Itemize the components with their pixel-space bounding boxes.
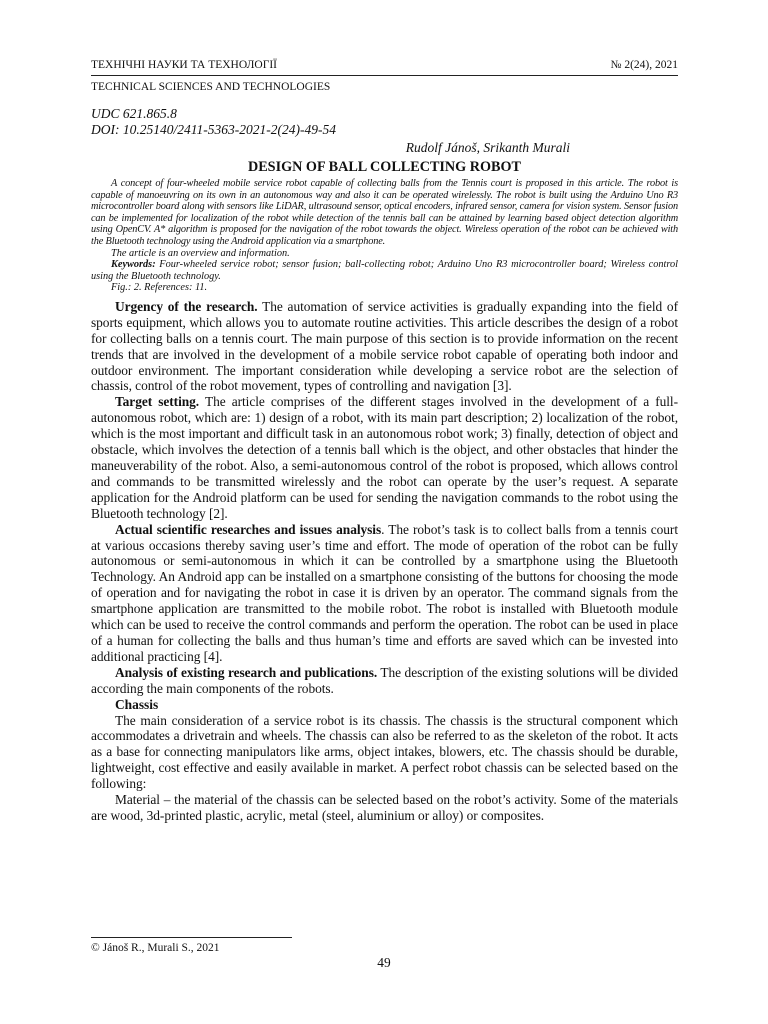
article-title: DESIGN OF BALL COLLECTING ROBOT <box>247 159 522 175</box>
paragraph-heading: Actual scientific researches and issues analysis <box>115 521 382 537</box>
paragraph-heading: Target setting. <box>115 394 200 410</box>
paragraph-text: . The robot’s task is to collect balls from a tennis court at various occasions thereby saving user’s time and effort. The mode of operation of the robot can be fully autonomous or semi-autonomous in which it can be controlled by a smartphone using the Bluetooth Technology. An Android app can be installed on a smartphone consisting of the buttons for choosing the mode of operation and for navigating the robot in case it is driven by an operator. The command signals from the smartphone application are transmitted to the mobile robot. The robot is installed with Bluetooth module which can be used to receive the control commands and perform the operation. The robot can be used in place of a human for collecting the balls and thus human’s time and efforts are saved which can be invested into additional practicing [4]. <box>91 521 678 664</box>
paragraph-actual-research <box>91 522 678 665</box>
paragraph-material: Material – the material of the chassis can be selected based on the robot’s activity. Some of the materials are wood, 3d-printed plastic, acrylic, metal (steel, aluminium or alloy) or composites. <box>91 792 678 823</box>
footnote-divider <box>91 937 292 938</box>
copyright-footnote: © Jánoš R., Murali S., 2021 <box>91 942 220 954</box>
udc-code: UDC 621.865.8 <box>91 106 177 121</box>
keywords-text: Four-wheeled service robot; sensor fusion; ball-collecting robot; Arduino Uno R3 microcontroller board; Wireless control using the Bluetooth technology. <box>91 259 678 282</box>
keywords <box>91 259 678 282</box>
paragraph-text: The article comprises of the different stages involved in the development of a full-autonomous robot, which are: 1) design of a robot, with its main part description; 2) localization of the robot, which is the most important and difficult task in an autonomous robot work; 3) finally, detection of object and obstacle, which involves the detection of a tennis ball which is the object, and other obstacles that hinder the maneuverability of the robot. Also, a semi-autonomous control of the robot is proposed, which allows control and commands to be transmitted wirelessly and the robot can operate by the user’s request. A separate application for the Android platform can be used for sending the navigation commands to the robot using the Bluetooth technology [2]. <box>91 394 679 521</box>
paragraph-heading: Urgency of the research. <box>115 298 258 314</box>
section-heading-chassis: Chassis <box>115 696 159 712</box>
abstract-overview: The article is an overview and information. <box>111 247 290 259</box>
paragraph-analysis <box>91 665 678 697</box>
paragraph-urgency <box>91 299 678 394</box>
paragraph-text: The automation of service activities is gradually expanding into the field of sports equipment, which allows you to automate routine activities. This article describes the design of a robot for collecting balls on a tennis court. The main purpose of this section is to provide information on the recent trends that are involved in the development of a mobile service robot capable of operating both indoor and outdoor environment. The important consideration while developing a service robot are the selection of chassis, control of the robot movement, types of controlling and navigation [3]. <box>91 298 678 394</box>
article-page <box>91 58 678 824</box>
paragraph-target-setting <box>91 394 678 521</box>
journal-title-en: TECHNICAL SCIENCES AND TECHNOLOGIES <box>91 81 331 93</box>
doi: DOI: 10.25140/2411-5363-2021-2(24)-49-54 <box>91 122 336 137</box>
figures-references: Fig.: 2. References: 11. <box>111 282 208 294</box>
abstract: A concept of four-wheeled mobile service robot capable of collecting balls from the Tennis court is proposed in this article. The robot is capable of manoeuvring on its own in an autonomous way and also it can be operated wirelessly. The robot is built using the Arduino Uno R3 microcontroller board along with sensors like LiDAR, ultrasound sensor, optical encoders, infrared sensor, camera for vision system. Sensor fusion can be implemented for localization of the robot while detection of the tennis ball can be attained by learning based object detection algorithm using OpenCV. A* algorithm is proposed for the navigation of the robot towards the object. Wireless operation of the robot can be achieved with the Bluetooth technology using the Android application via a smartphone. <box>91 178 678 247</box>
paragraph-chassis: The main consideration of a service robot is its chassis. The chassis is the structural component which accommodates a drivetrain and wheels. The chassis can also be referred to as the skeleton of the robot. It acts as a base for connecting manipulators like arms, object intakes, blowers, etc. The chassis should be durable, lightweight, cost effective and easily available in market. A perfect robot chassis can be selected based on the following: <box>91 712 678 792</box>
journal-title-ua: ТЕХНІЧНІ НАУКИ ТА ТЕХНОЛОГІЇ <box>91 59 277 71</box>
running-header <box>91 58 678 72</box>
paragraph-heading: Analysis of existing research and publications. <box>115 664 378 680</box>
header-divider <box>91 75 678 76</box>
keywords-label: Keywords: <box>111 259 156 271</box>
paragraph-text: The description of the existing solutions will be divided according the main components of the robots. <box>91 664 678 696</box>
issue-number: № 2(24), 2021 <box>610 59 678 71</box>
authors: Rudolf Jánoš, Srikanth Murali <box>405 140 570 155</box>
page-number: 49 <box>377 955 391 970</box>
